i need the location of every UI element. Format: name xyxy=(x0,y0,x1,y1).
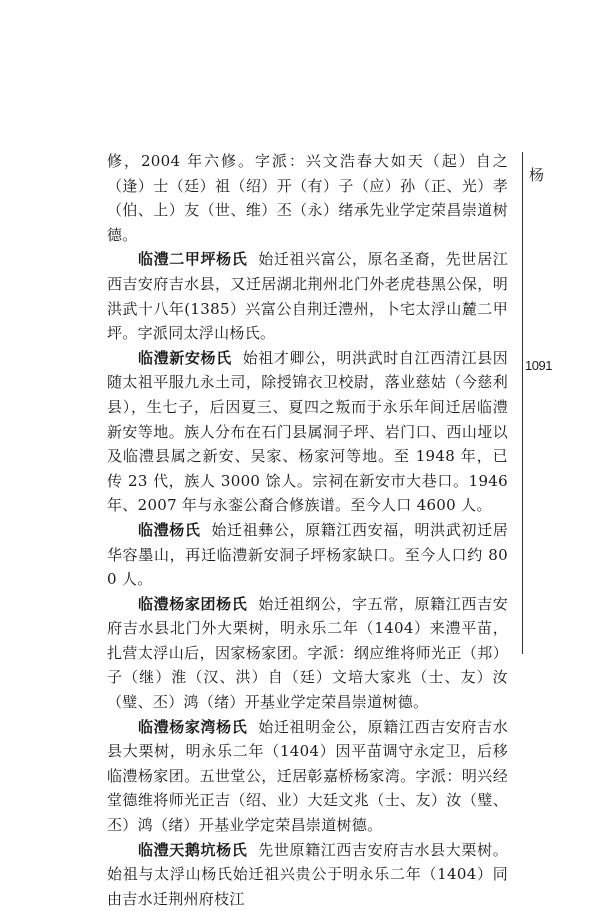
margin-rule xyxy=(522,152,523,654)
paragraph-heading: 临澧杨氏 xyxy=(138,520,201,539)
paragraph-xinan xyxy=(107,346,508,518)
paragraph-0 xyxy=(107,149,508,247)
paragraph-body: 始迁祖兴富公，原名圣裔，先世居江西吉安府吉水县，又迁居湖北荆州北门外老虎巷黑公保，明洪武十八年(1385）兴富公自荆迁澧州，卜宅太浮山麓二甲坪。字派同太浮山杨氏。 xyxy=(107,250,508,343)
paragraph-body: 先世原籍江西吉安府吉水县大栗树。始祖与太浮山杨氏始迁祖兴贵公于明永乐二年（1404）同由吉水迁荆州府枝江 xyxy=(107,840,508,908)
running-head-char: 杨 xyxy=(529,166,545,184)
paragraph-linli xyxy=(107,518,508,592)
page-number: 1091 xyxy=(525,358,552,373)
paragraph-heading: 临澧杨家团杨氏 xyxy=(138,594,248,613)
paragraph-yangjiawan xyxy=(107,715,508,838)
paragraph-heading: 临澧二甲坪杨氏 xyxy=(138,250,248,269)
paragraph-body: 始祖才卿公，明洪武时自江西清江县因随太祖平服九永土司，除授锦衣卫校尉，落业慈姑（今慈利县），生七子，后因夏三、夏四之叛而于永乐年间迁居临澧新安等地。族人分布在石门县属洞子坪、岩门口、西山垭以及临澧县属之新安、吴家、杨家河等地。至 1948 年，已传 23 代，族人 3000 馀人。宗祠在新安市大巷口。1946 年、2007 年与永銮公裔合修族谱。至今人口 4600 人。 xyxy=(107,348,509,515)
paragraph-yangjiatuan xyxy=(107,592,508,715)
paragraph-body: 始迁祖纲公，字五常，原籍江西吉安府吉水县北门外大栗树，明永乐二年（1404）来澧平苗，扎营太浮山后，因家杨家团。字派：纲应维将师光正（邦）子（继）淮（汉、洪）自（廷）文培大家兆（士、友）汝（璧、丕）鸿（绪）开基业学定荣昌崇道树德。 xyxy=(107,594,508,712)
paragraph-erjiaping xyxy=(107,247,508,345)
paragraph-body: 始迁祖彝公，原籍江西安福，明洪武初迁居华容墨山，再迁临澧新安洞子坪杨家缺口。至今人口约 800 人。 xyxy=(107,520,509,589)
page-body xyxy=(107,149,508,911)
paragraph-heading: 临澧杨家湾杨氏 xyxy=(138,717,248,736)
paragraph-heading: 临澧天鹅坑杨氏 xyxy=(138,840,248,859)
paragraph-tianekeng xyxy=(107,838,508,911)
paragraph-body: 修，2004 年六修。字派：兴文浩春大如天（起）自之（逢）士（廷）祖（绍）开（有）子（应）孙（正、光）孝（伯、上）友（世、维）丕（永）绪承先业学定荣昌崇道树德。 xyxy=(107,152,508,244)
paragraph-body: 始迁祖明金公，原籍江西吉安府吉水县大栗树，明永乐二年（1404）因平苗调守永定卫，后移临澧杨家团。五世堂公，迁居彰嘉桥杨家湾。字派：明兴经堂德维将师光正吉（绍、业）大廷文兆（士、友）汝（璧、丕）鸿（绪）开基业学定荣昌崇道树德。 xyxy=(107,717,508,835)
paragraph-heading: 临澧新安杨氏 xyxy=(138,348,232,367)
